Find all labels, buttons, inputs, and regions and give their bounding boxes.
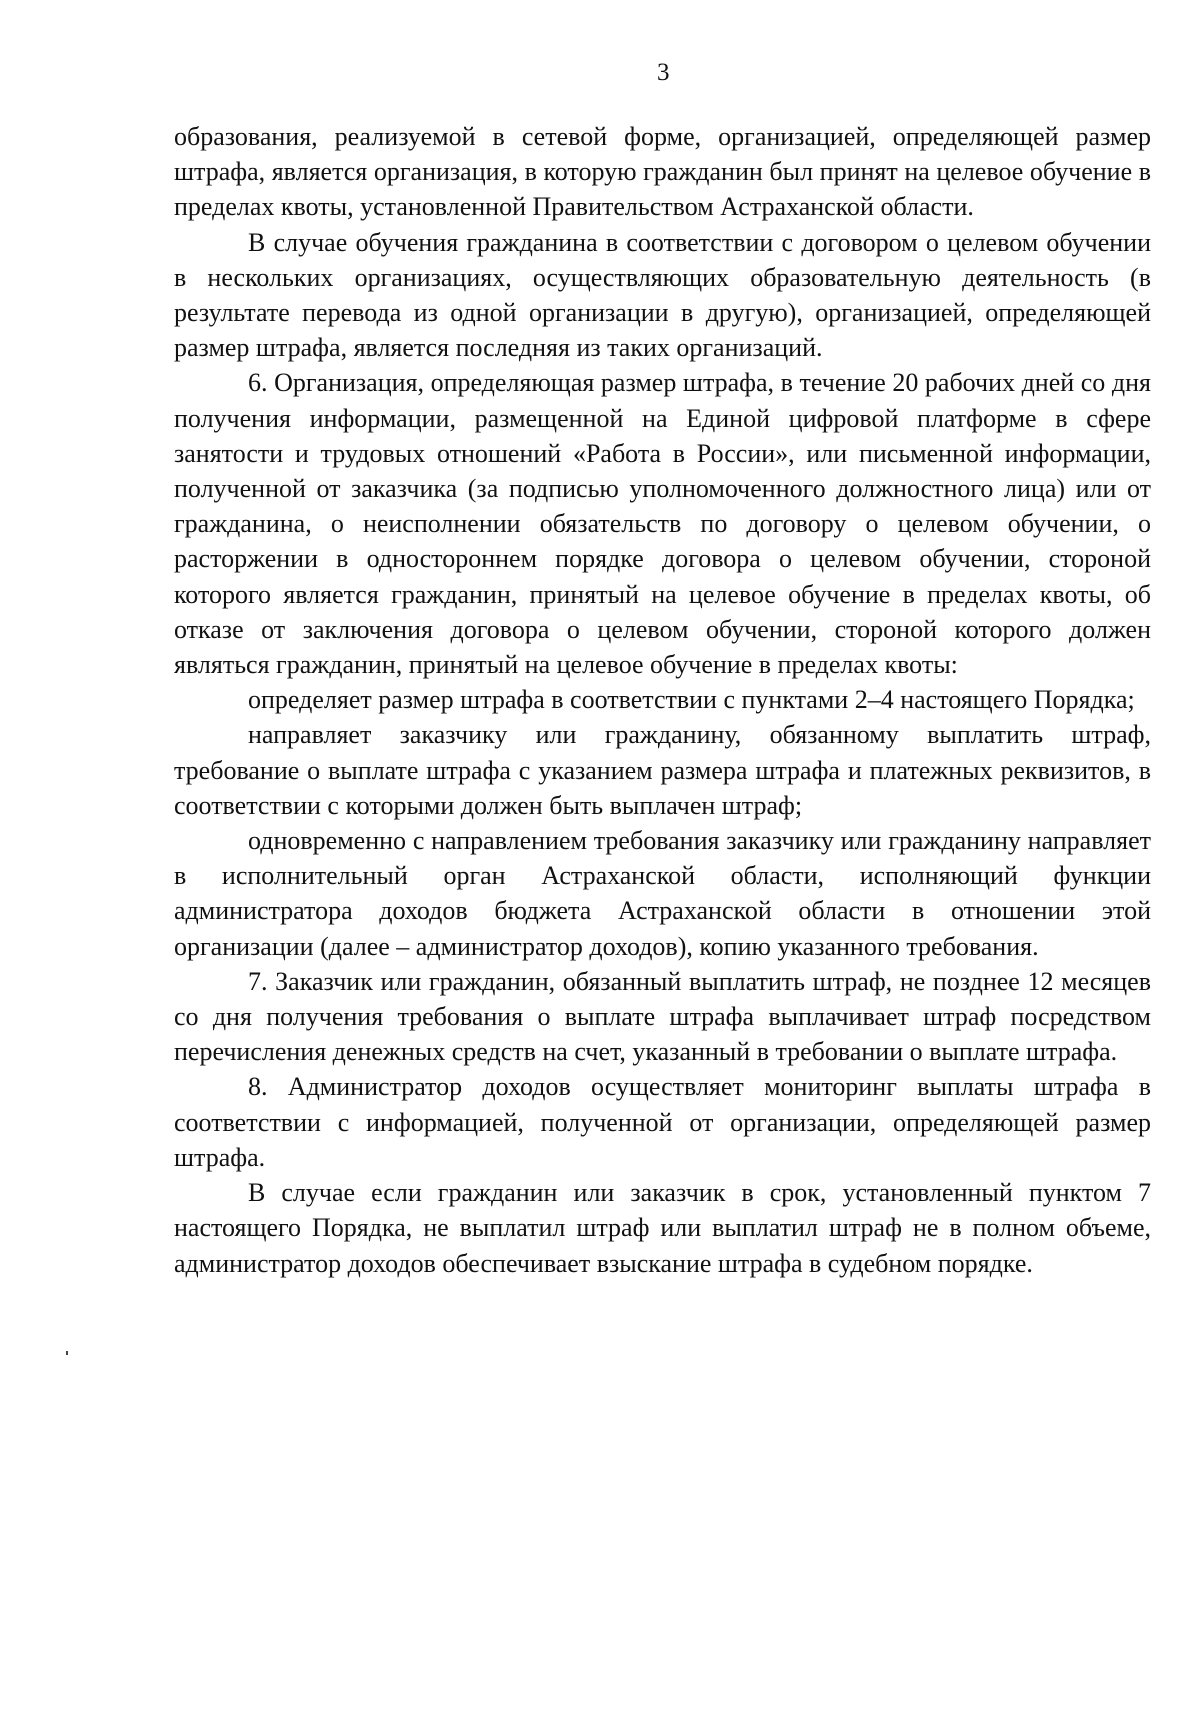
paragraph-send-requirement: направляет заказчику или гражданину, обязанному выплатить штраф, требование о выплате штрафа с указанием размера штрафа и платежных реквизитов, в соответствии с которыми должен быть выплачен штраф; xyxy=(174,720,1151,820)
paragraph-item-6: 6. Организация, определяющая размер штрафа, в течение 20 рабочих дней со дня получения информации, размещенной на Единой цифровой платформе в сфере занятости и трудовых отношений «Работа в России», или письменной информации, полученной от заказчика (за подписью уполномоченного должностного лица) или от гражданина, о неисполнении обязательств по договору о целевом обучении, о расторжении в одностороннем порядке договора о целевом обучении, стороной которого является гражданин, принятый на целевое обучение в пределах квоты, об отказе от заключения договора о целевом обучении, стороной которого должен являться гражданин, принятый на целевое обучение в пределах квоты: xyxy=(174,368,1151,680)
paragraph-copy-to-administrator: одновременно с направлением требования заказчику или гражданину направляет в исполнительный орган Астраханской области, исполняющий функции администратора доходов бюджета Астраханской области в отношении этой организации (далее – администратор доходов), копию указанного требования. xyxy=(174,826,1151,961)
scan-speck xyxy=(66,1351,68,1355)
paragraph-multiple-organizations: В случае обучения гражданина в соответствии с договором о целевом обучении в нескольких организациях, осуществляющих образовательную деятельность (в результате перевода из одной организации в другую), организацией, определяющей размер штрафа, является последняя из таких организаций. xyxy=(174,227,1151,363)
paragraph-determine-fine: определяет размер штрафа в соответствии с пунктами 2–4 настоящего Порядка; xyxy=(248,685,1135,715)
document-body xyxy=(174,119,1151,1281)
paragraph-item-7: 7. Заказчик или гражданин, обязанный выплатить штраф, не позднее 12 месяцев со дня получения требования о выплате штрафа выплачивает штраф посредством перечисления денежных средств на счет, указанный в требовании о выплате штрафа. xyxy=(174,966,1151,1067)
page-number: 3 xyxy=(657,59,670,86)
paragraph-continuation: образования, реализуемой в сетевой форме, организацией, определяющей размер штрафа, является организация, в которую гражданин был принят на целевое обучение в пределах квоты, установленной Правительством Астраханской области. xyxy=(174,122,1151,222)
paragraph-item-8: 8. Администратор доходов осуществляет мониторинг выплаты штрафа в соответствии с информацией, полученной от организации, определяющей размер штрафа. xyxy=(174,1072,1151,1172)
paragraph-court-recovery: В случае если гражданин или заказчик в срок, установленный пунктом 7 настоящего Порядка, не выплатил штраф или выплатил штраф не в полном объеме, администратор доходов обеспечивает взыскание штрафа в судебном порядке. xyxy=(174,1178,1151,1278)
